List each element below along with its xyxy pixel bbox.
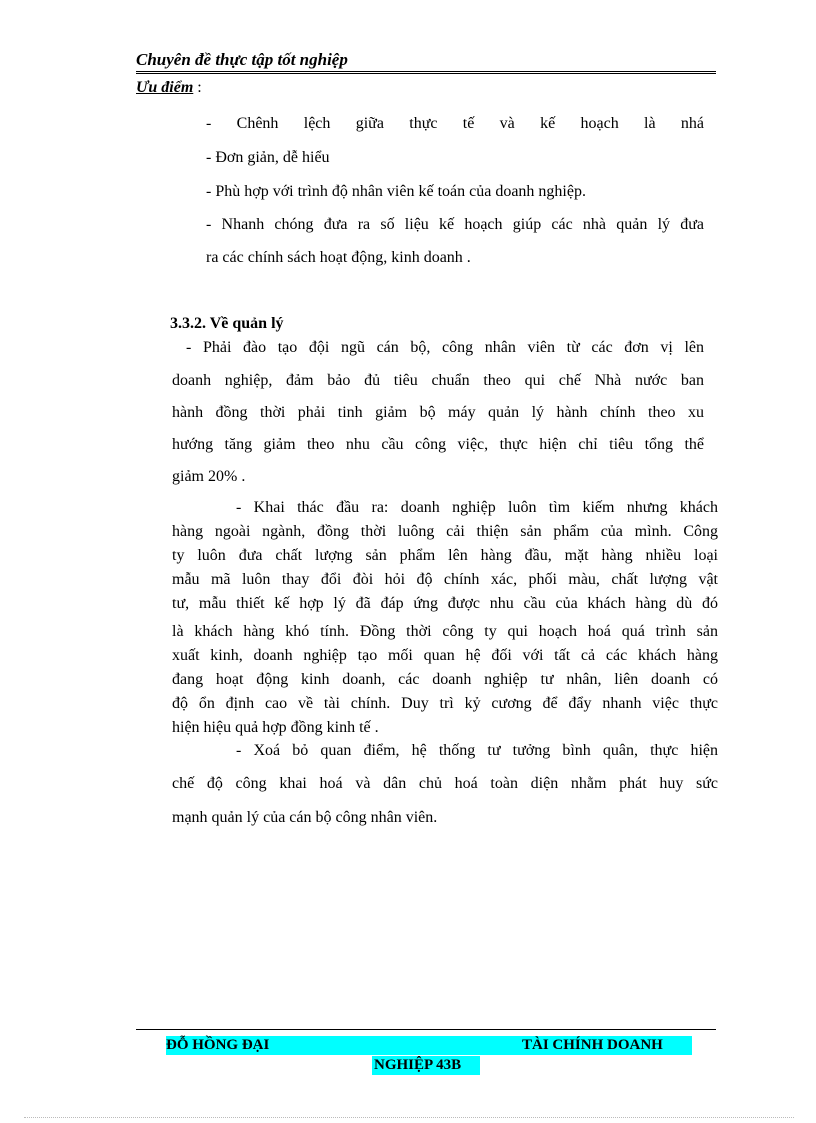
para2-line: mẫu mã luôn thay đổi đòi hỏi độ chính xác, phối màu, chất lượng vật [172, 571, 718, 588]
advantage-item: - Đơn giản, dễ hiểu [206, 149, 330, 166]
advantages-label-text: Ưu điểm [136, 79, 194, 96]
para1-line: hướng tăng giảm theo nhu cầu công việc, thực hiện chỉ tiêu tổng thể [172, 436, 704, 453]
para3-line: chế độ công khai hoá và dân chủ hoá toàn diện nhằm phát huy sức [172, 775, 718, 792]
para1-line: giảm 20% . [172, 468, 246, 485]
para2-line: tư, mẫu thiết kế hợp lý đã đáp ứng được nhu cầu của khách hàng dù đó [172, 595, 718, 612]
advantages-label [136, 78, 202, 98]
footer-program-part1: TÀI CHÍNH DOANH [522, 1037, 663, 1053]
para2-line: hàng ngoài ngành, đồng thời luông cải thiện sản phẩm của mình. Công [172, 523, 718, 540]
para1-line: doanh nghiệp, đảm bảo đủ tiêu chuẩn theo qui chế Nhà nước ban [172, 372, 704, 389]
para3-line: - Xoá bỏ quan điểm, hệ thống tư tưởng bình quân, thực hiện [236, 742, 718, 759]
advantage-item: - Chênh lệch giữa thực tế và kế hoạch là nhá [206, 115, 704, 132]
footer-program-part2: NGHIỆP 43B [374, 1057, 462, 1073]
para2-line: ty luôn đưa chất lượng sản phẩm lên hàng đầu, mặt hàng nhiều loại [172, 547, 718, 564]
section-heading: 3.3.2. Về quản lý [170, 315, 284, 332]
footer-highlight-row1 [166, 1036, 692, 1055]
footer-author: ĐỖ HỒNG ĐẠI [166, 1037, 270, 1053]
para2-line: đang hoạt động kinh doanh, các doanh nghiệp tư nhân, liên doanh có [172, 671, 718, 688]
para1-line: - Phải đào tạo đội ngũ cán bộ, công nhân viên từ các đơn vị lên [186, 339, 704, 356]
para2-line: là khách hàng khó tính. Đồng thời công ty qui hoạch hoá quá trình sản [172, 623, 718, 640]
footer-highlight-row2 [372, 1056, 480, 1075]
para1-line: hành đồng thời phải tinh giảm bộ máy quản lý hành chính theo xu [172, 404, 704, 421]
advantages-colon: : [193, 79, 202, 96]
para2-line: độ ổn định cao về tài chính. Duy trì kỷ cương để đẩy nhanh việc thực [172, 695, 718, 712]
footer-rule [136, 1029, 716, 1030]
para3-line: mạnh quản lý của cán bộ công nhân viên. [172, 809, 438, 826]
page-edge-dotted-line [24, 1117, 794, 1118]
advantage-item: - Nhanh chóng đưa ra số liệu kế hoạch giúp các nhà quản lý đưa [206, 216, 704, 233]
header-title: Chuyên đề thực tập tốt nghiệp [136, 50, 716, 74]
para2-line: xuất kinh, doanh nghiệp tạo mối quan hệ đối với tất cả các khách hàng [172, 647, 718, 664]
para2-line: hiện hiệu quả hợp đồng kinh tế . [172, 719, 379, 736]
advantage-item: - Phù hợp với trình độ nhân viên kế toán của doanh nghiệp. [206, 183, 586, 200]
advantage-item: ra các chính sách hoạt động, kinh doanh . [206, 249, 471, 266]
para2-line: - Khai thác đầu ra: doanh nghiệp luôn tìm kiếm nhưng khách [236, 499, 718, 516]
